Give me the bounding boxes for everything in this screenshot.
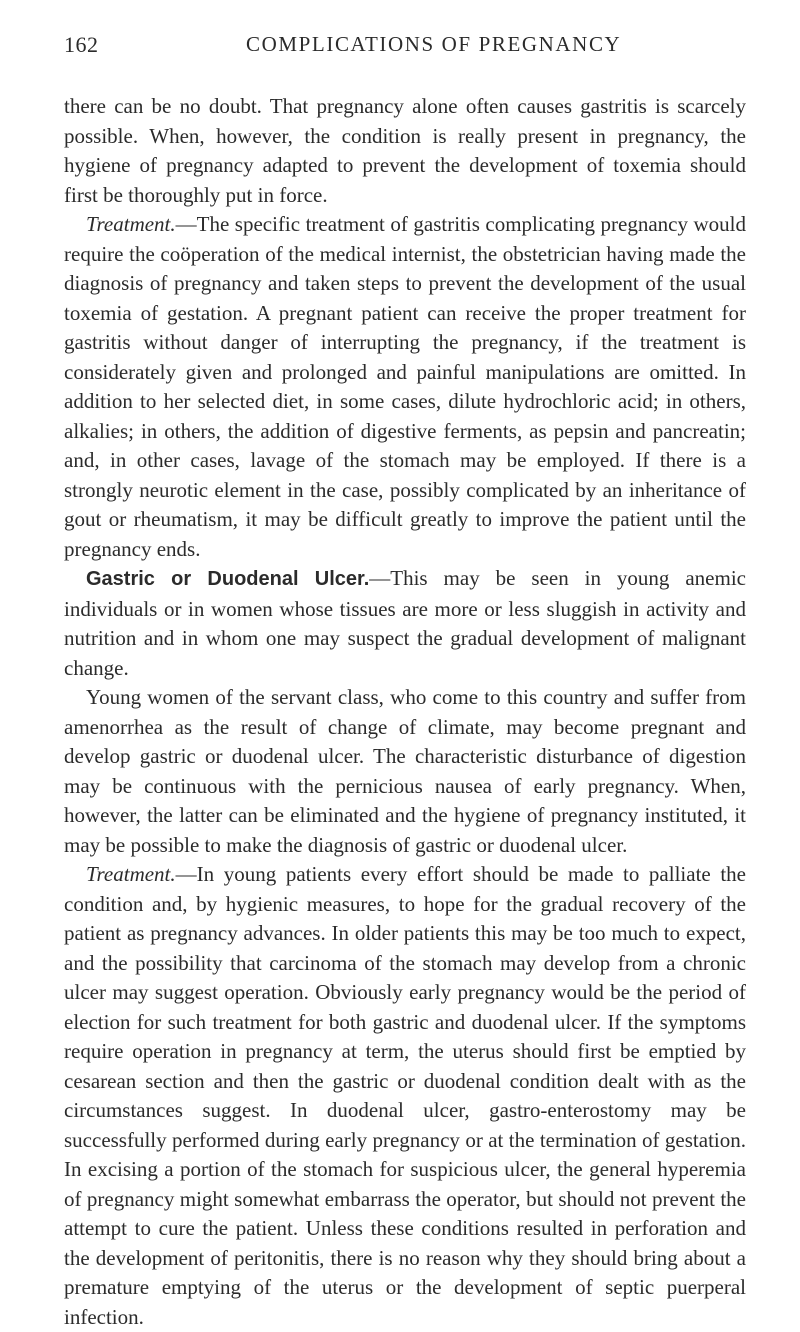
paragraph-ulcer-servant-class: Young women of the servant class, who come to this country and suffer from amenorrhea as the result of change of climate, may become pregnant and develop gastric or duodenal ulcer. The characteristic disturbance of digestion may be continuous with the pernicious nausea of early pregnancy. When, however, the latter can be eliminated and the hygiene of pregnancy instituted, it may be possible to make the diagnosis of gastric or duodenal ulcer. (64, 685, 746, 857)
paragraph-text: —This may be seen in young anemic individuals or in women whose tissues are more or less sluggish in activity and nutrition and in whom one may suspect the gradual development of malignant change. (64, 566, 746, 680)
paragraph-text: —The specific treatment of gastritis complicating pregnancy would require the coöperation of the medical internist, the obstetrician having made the diagnosis of pregnancy and taken steps to prevent the development of the usual toxemia of gestation. A pregnant patient can receive the proper treatment for gastritis without danger of interrupting the pregnancy, if the treatment is considerately given and prolonged and painful manipulations are omitted. In addition to her selected diet, in some cases, dilute hydrochloric acid; in others, alkalies; in others, the addition of digestive ferments, as pepsin and pancreatin; and, in other cases, lavage of the stomach may be employed. If there is a strongly neurotic element in the case, possibly complicated by an inheritance of gout or rheumatism, it may be difficult greatly to improve the patient until the pregnancy ends. (64, 212, 746, 561)
paragraph-gastritis-treatment (64, 210, 746, 564)
paragraph-ulcer-treatment (64, 860, 746, 1332)
treatment-label: Treatment. (86, 862, 176, 886)
running-title: COMPLICATIONS OF PREGNANCY (246, 32, 622, 56)
paragraph-gastritis-continuation: there can be no doubt. That pregnancy alone often causes gastritis is scarcely possible. When, however, the condition is really present in pregnancy, the hygiene of pregnancy adapted to prevent the development of toxemia should first be thoroughly put in force. (64, 94, 746, 207)
body-text (64, 92, 746, 1332)
paragraph-text: —In young patients every effort should be made to palliate the condition and, by hygienic measures, to hope for the gradual recovery of the patient as pregnancy advances. In older patients this may be too much to expect, and the possibility that carcinoma of the stomach may develop from a chronic ulcer may suggest operation. Obviously early pregnancy would be the period of election for such treatment for both gastric and duodenal ulcer. If the symptoms require operation in pregnancy at term, the uterus should first be emptied by cesarean section and then the gastric or duodenal condition dealt with as the circumstances suggest. In duodenal ulcer, gastro-enterostomy may be successfully performed during early pregnancy or at the termination of gestation. In excising a portion of the stomach for suspicious ulcer, the general hyperemia of pregnancy might somewhat embarrass the operator, but should not prevent the attempt to cure the patient. Unless these conditions resulted in perforation and the development of peritonitis, there is no reason why they should bring about a premature emptying of the uterus or the development of septic puerperal infection. (64, 862, 746, 1329)
section-heading-ulcer: Gastric or Duodenal Ulcer. (86, 568, 370, 590)
paragraph-ulcer-intro (64, 564, 746, 683)
page-number: 162 (64, 32, 99, 57)
treatment-label: Treatment. (86, 212, 176, 236)
running-head (64, 32, 746, 62)
